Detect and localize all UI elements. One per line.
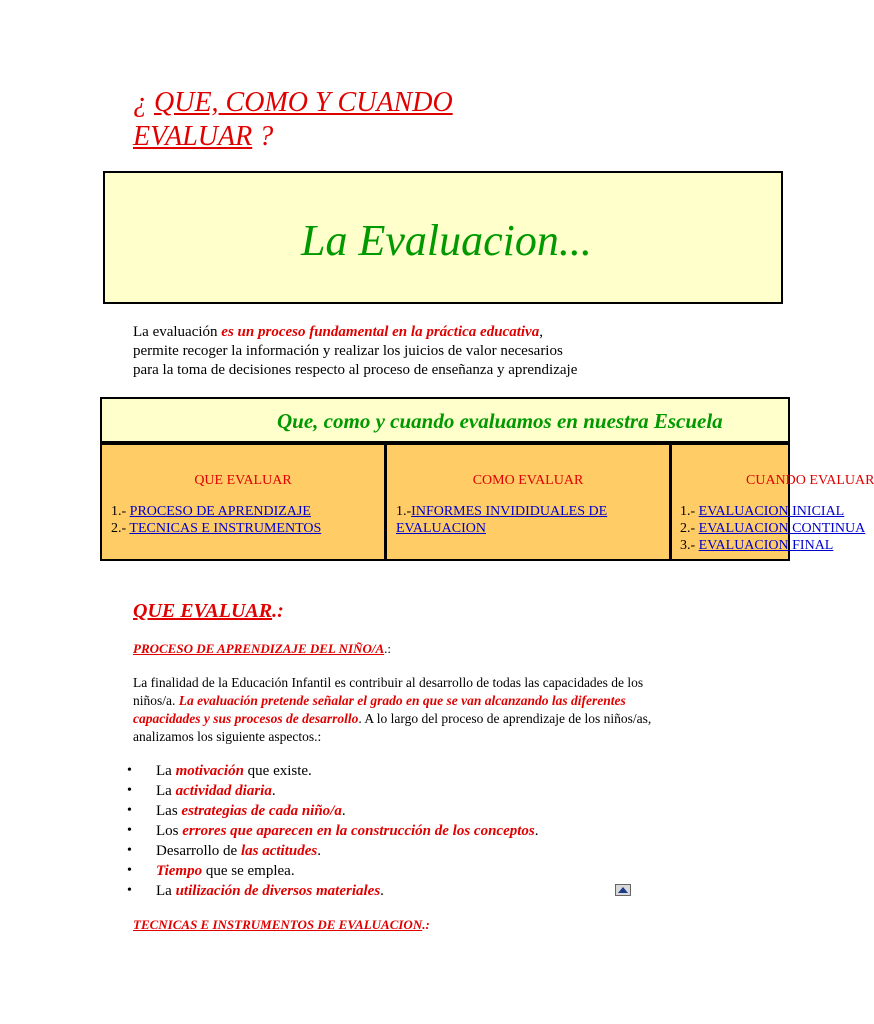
subtitle-suffix: .:	[384, 641, 392, 656]
title-line-1: QUE, COMO Y CUANDO	[154, 87, 453, 118]
subtitle-2-text: TECNICAS E INSTRUMENTOS DE EVALUACION	[133, 917, 423, 932]
list-item: • Tiempo que se emplea.	[127, 862, 538, 882]
back-to-top-icon[interactable]	[615, 884, 631, 896]
section-title-suffix: .:	[272, 600, 284, 622]
cell-title: QUE EVALUAR	[194, 473, 292, 488]
link-evaluacion-final[interactable]: EVALUACION FINAL	[698, 538, 834, 553]
link-informes-individuales-cont[interactable]: EVALUACION	[396, 521, 486, 536]
intro-emphasis: es un proceso fundamental en la práctica educativa	[221, 324, 540, 340]
intro-part-2: ,	[539, 324, 543, 340]
item-number: 1.-	[396, 504, 412, 519]
link-tecnicas-instrumentos[interactable]: TECNICAS E INSTRUMENTOS	[129, 521, 322, 536]
intro-line-3: para la toma de decisiones respecto al proceso de enseñanza y aprendizaje	[133, 362, 578, 378]
list-item: • La motivación que existe.	[127, 762, 538, 782]
list-item: • La utilización de diversos materiales.	[127, 882, 538, 902]
link-evaluacion-inicial[interactable]: EVALUACION INICIAL	[698, 504, 845, 519]
section-title-text: QUE EVALUAR	[133, 600, 273, 622]
item-number: 1.-	[680, 504, 699, 519]
table-cell-que-evaluar	[100, 443, 386, 561]
subtitle-2-suffix: .:	[422, 917, 430, 932]
subtitle-text: PROCESO DE APRENDIZAJE DEL NIÑO/A	[133, 641, 385, 656]
list-item: • Las estrategias de cada niño/a.	[127, 802, 538, 822]
table-header	[100, 397, 790, 443]
intro-line-2: permite recoger la información y realizar los juicios de valor necesarios	[133, 343, 563, 359]
title-line-2: EVALUAR	[133, 121, 253, 152]
para-part-1: La finalidad de la Educación Infantil es contribuir al desarrollo de todas las capacidades de los niños/a.	[133, 675, 644, 708]
item-number: 2.-	[680, 521, 699, 536]
title-question-open: ¿	[133, 87, 154, 118]
cell-list	[680, 503, 865, 554]
section-subtitle	[133, 641, 391, 657]
link-informes-individuales[interactable]: INFORMES INVIDIDUALES DE	[411, 504, 608, 519]
cell-title: CUANDO EVALUAR	[746, 473, 874, 488]
table-cell-cuando-evaluar	[670, 443, 874, 561]
link-proceso-aprendizaje[interactable]: PROCESO DE APRENDIZAJE	[129, 504, 311, 519]
section-paragraph	[133, 674, 663, 746]
section-subtitle-2	[133, 917, 430, 933]
link-evaluacion-continua[interactable]: EVALUACION CONTINUA	[698, 521, 866, 536]
aspects-list	[127, 762, 538, 902]
list-item: • Desarrollo de las actitudes.	[127, 842, 538, 862]
section-title	[133, 600, 284, 623]
table-header-text: Que, como y cuando evaluamos en nuestra Escuela	[277, 409, 723, 433]
item-number: 1.-	[111, 504, 130, 519]
item-number: 2.-	[111, 521, 130, 536]
list-item: • Los errores que aparecen en la construcción de los conceptos.	[127, 822, 538, 842]
para-part-2: . A lo largo del proceso de aprendizaje de los niños/as, analizamos los siguiente aspectos.:	[133, 711, 652, 744]
intro-part-1: La evaluación	[133, 324, 222, 340]
banner	[103, 171, 783, 304]
page-title	[133, 86, 453, 154]
table-cell-como-evaluar	[385, 443, 671, 561]
cell-list	[396, 503, 607, 537]
cell-list	[111, 503, 321, 537]
item-number: 3.-	[680, 538, 699, 553]
cell-title: COMO EVALUAR	[472, 473, 584, 488]
intro-paragraph	[133, 323, 693, 380]
list-item: • La actividad diaria.	[127, 782, 538, 802]
banner-text: La Evaluacion...	[301, 216, 592, 265]
title-question-close: ?	[252, 121, 274, 152]
para-emphasis: La evaluación pretende señalar el grado en que se van alcanzando las diferentes capacidades y sus procesos de desarrollo	[133, 693, 626, 726]
